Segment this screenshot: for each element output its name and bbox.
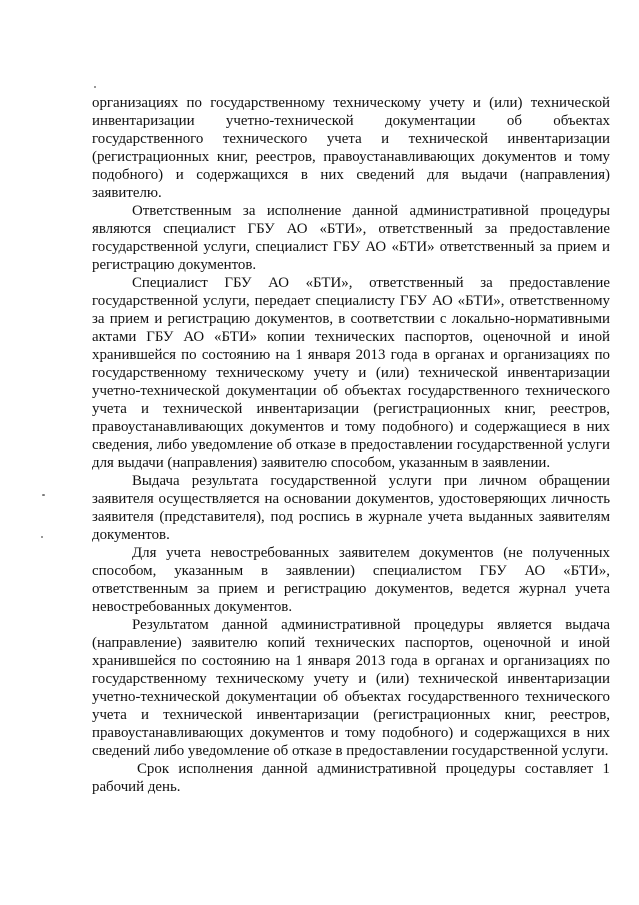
paragraph-responsible-persons: Ответственным за исполнение данной административной процедуры являются специалист ГБУ АО «БТИ», ответственный за предоставление государственной услуги, специалист ГБУ АО «БТИ» ответственный за прием и регистрацию документов. bbox=[92, 203, 610, 273]
paragraph-continuation: организациях по государственному техническому учету и (или) технической инвентаризации учетно-технической документации об объектах государственного технического учета и технической инвентаризации (регистрационных книг, реестров, правоустанавливающих документов и тому подобного) и содержащихся в них сведений для выдачи (направления) заявителю. bbox=[92, 95, 610, 201]
paragraph-document-transfer: Специалист ГБУ АО «БТИ», ответственный за предоставление государственной услуги, передает специалисту ГБУ АО «БТИ», ответственному за прием и регистрацию документов, в соответствии с локально-нормативными актами ГБУ АО «БТИ» копии технических паспортов, оценочной и иной хранившейся по состоянию на 1 января 2013 года в органах и организациях по государственному техническому учету и (или) технической инвентаризации учетно-технической документации об объектах государственного технического учета и технической инвентаризации (регистрационных книг, реестров, правоустанавливающих документов и тому подобного) и содержащиеся в них сведения, либо уведомление об отказе в предоставлении государственной услуги для выдачи (направления) заявителю способом, указанным в заявлении. bbox=[92, 275, 610, 471]
paragraph-execution-term: Срок исполнения данной административной процедуры составляет 1 рабочий день. bbox=[92, 761, 610, 795]
paragraph-issuance-in-person: Выдача результата государственной услуги при личном обращении заявителя осуществляется на основании документов, удостоверяющих личность заявителя (представителя), под роспись в журнале учета выданных заявителям документов. bbox=[92, 473, 610, 543]
scan-speck bbox=[42, 494, 45, 496]
scan-speck bbox=[94, 86, 96, 88]
document-body bbox=[92, 94, 610, 796]
scan-speck bbox=[41, 536, 43, 538]
paragraph-procedure-result: Результатом данной административной процедуры является выдача (направление) заявителю копий технических паспортов, оценочной и иной хранившейся по состоянию на 1 января 2013 года в органах и организациях по государственному техническому учету и (или) технической инвентаризации учетно-технической документации об объектах государственного технического учета и технической инвентаризации (регистрационных книг, реестров, правоустанавливающих документов и тому подобного) и содержащихся в них сведений либо уведомление об отказе в предоставлении государственной услуги. bbox=[92, 617, 610, 759]
paragraph-unclaimed-documents: Для учета невостребованных заявителем документов (не полученных способом, указанным в заявлении) специалистом ГБУ АО «БТИ», ответственным за прием и регистрацию документов, ведется журнал учета невостребованных документов. bbox=[92, 545, 610, 615]
